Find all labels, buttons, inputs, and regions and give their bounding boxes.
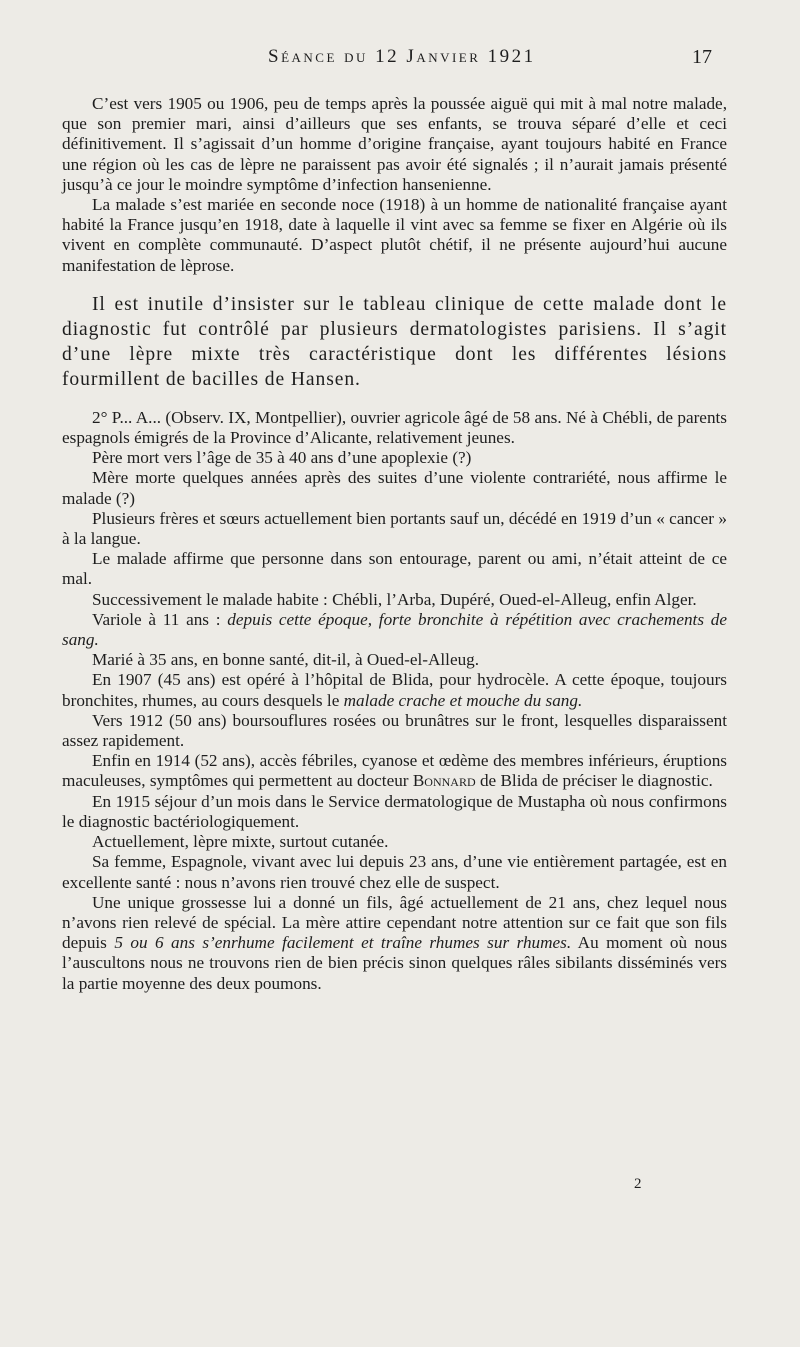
text-segment: de Blida de préciser le diagnostic. bbox=[475, 771, 713, 791]
text-segment: Une unique grossesse lui a donné un fils, âgé actuellement de 21 ans, chez lequel nous n’avons rien relevé de spécial. La mère attire cependant notre attention sur ce fait que son fils depuis bbox=[62, 892, 727, 953]
paragraph bbox=[62, 408, 727, 448]
running-head: Séance du 12 Janvier 1921 bbox=[268, 46, 536, 67]
text-segment: Plusieurs frères et sœurs actuellement bien portants sauf un, décédé en 1919 d’un « cancer » à la langue. bbox=[62, 508, 727, 549]
text-segment: En 1907 (45 ans) est opéré à l’hôpital de Blida, pour hydrocèle. A cette époque, toujours bronchites, rhumes, au cours desquels le bbox=[62, 670, 727, 710]
text-segment: Mère morte quelques années après des suites d’une violente contrariété, nous affirme le malade (?) bbox=[62, 468, 727, 508]
text-segment: Successivement le malade habite : Chébli, l’Arba, Dupéré, Oued-el-Alleug, enfin Alger. bbox=[92, 589, 697, 609]
paragraph bbox=[62, 670, 727, 710]
text-segment: Père mort vers l’âge de 35 à 40 ans d’une apoplexie (?) bbox=[92, 448, 472, 468]
paragraph bbox=[62, 893, 727, 994]
paragraph bbox=[62, 751, 727, 791]
text-segment: C’est vers 1905 ou 1906, peu de temps après la poussée aiguë qui mit à mal notre malade, que son premier mari, ainsi d’ailleurs que ses enfants, se trouva séparé d’elle et ceci définitivement. Il s’agissait d’un homme d’origine française, ayant toujours habité en France une région où les cas de lèpre ne paraissent pas avoir été signalés ; il n’aurait jamais présenté jusqu’à ce jour le moindre symptôme d’infection hansenienne. bbox=[62, 94, 727, 194]
paragraph bbox=[62, 509, 727, 549]
italic-text: 5 ou 6 ans s’enrhume facilement et traîne rhumes sur rhumes. bbox=[114, 933, 572, 953]
text-segment: 2° P... A... (Observ. IX, Montpellier), ouvrier agricole âgé de 58 ans. Né à Chébli, de parents espagnols émigrés de la Province d’Alicante, relativement jeunes. bbox=[62, 407, 727, 448]
paragraph bbox=[62, 852, 727, 892]
text-segment: Au moment où nous l’auscultons nous ne trouvons rien de bien précis sinon quelques râles sibilants disséminés vers la partie moyenne des deux poumons. bbox=[62, 933, 728, 993]
text-segment: Actuellement, lèpre mixte, surtout cutanée. bbox=[92, 832, 389, 852]
signature-mark: 2 bbox=[634, 1176, 642, 1192]
text-segment: Le malade affirme que personne dans son entourage, parent ou ami, n’était atteint de ce mal. bbox=[62, 549, 727, 589]
paragraph bbox=[62, 94, 727, 195]
text-segment: Variole à 11 ans : bbox=[92, 609, 228, 629]
paragraph bbox=[62, 448, 727, 468]
paragraph bbox=[62, 590, 727, 610]
italic-text: depuis cette époque, forte bronchite à répétition avec crachements de sang. bbox=[62, 609, 728, 650]
body-text bbox=[62, 94, 727, 994]
text-segment: Il est inutile d’insister sur le tableau clinique de cette malade dont le diagnostic fut contrôlé par plusieurs dermatologistes parisiens. Il s’agit d’une lèpre mixte très caractéristique dont les différentes lésions fourmillent de bacilles de Hansen. bbox=[62, 293, 727, 390]
italic-text: malade crache et mouche du sang. bbox=[343, 690, 583, 710]
text-segment: Vers 1912 (50 ans) boursouflures rosées ou brunâtres sur le front, lesquelles disparaissent assez rapidement. bbox=[62, 710, 727, 751]
paragraph bbox=[62, 711, 727, 751]
paragraph bbox=[62, 468, 727, 508]
author-name: Bonnard bbox=[412, 771, 476, 791]
text-segment: La malade s’est mariée en seconde noce (1918) à un homme de nationalité française ayant habité la France jusqu’en 1918, date à laquelle il vint avec sa femme se fixer en Algérie où ils vivent en complète communauté. D’aspect plutôt chétif, il ne présente aujourd’hui aucune manifestation de lèprose. bbox=[62, 195, 727, 275]
paragraph bbox=[62, 792, 727, 832]
text-segment: Sa femme, Espagnole, vivant avec lui depuis 23 ans, d’une vie entièrement partagée, est en excellente santé : nous n’avons rien trouvé chez elle de suspect. bbox=[62, 852, 727, 892]
text-segment: Marié à 35 ans, en bonne santé, dit-il, à Oued-el-Alleug. bbox=[92, 650, 480, 670]
paragraph bbox=[62, 195, 727, 276]
paragraph bbox=[62, 549, 727, 589]
paragraph bbox=[62, 610, 727, 650]
paragraph bbox=[62, 832, 727, 852]
paragraph bbox=[62, 650, 727, 670]
text-segment: En 1915 séjour d’un mois dans le Service dermatologique de Mustapha où nous confirmons le diagnostic bactériologiquement. bbox=[62, 791, 727, 831]
large-paragraph bbox=[62, 292, 727, 392]
page-header bbox=[0, 46, 800, 76]
page-number: 17 bbox=[692, 46, 712, 68]
text-segment: Enfin en 1914 (52 ans), accès fébriles, cyanose et œdème des membres inférieurs, éruptions maculeuses, symptômes qui permettent au docteur bbox=[62, 751, 727, 791]
